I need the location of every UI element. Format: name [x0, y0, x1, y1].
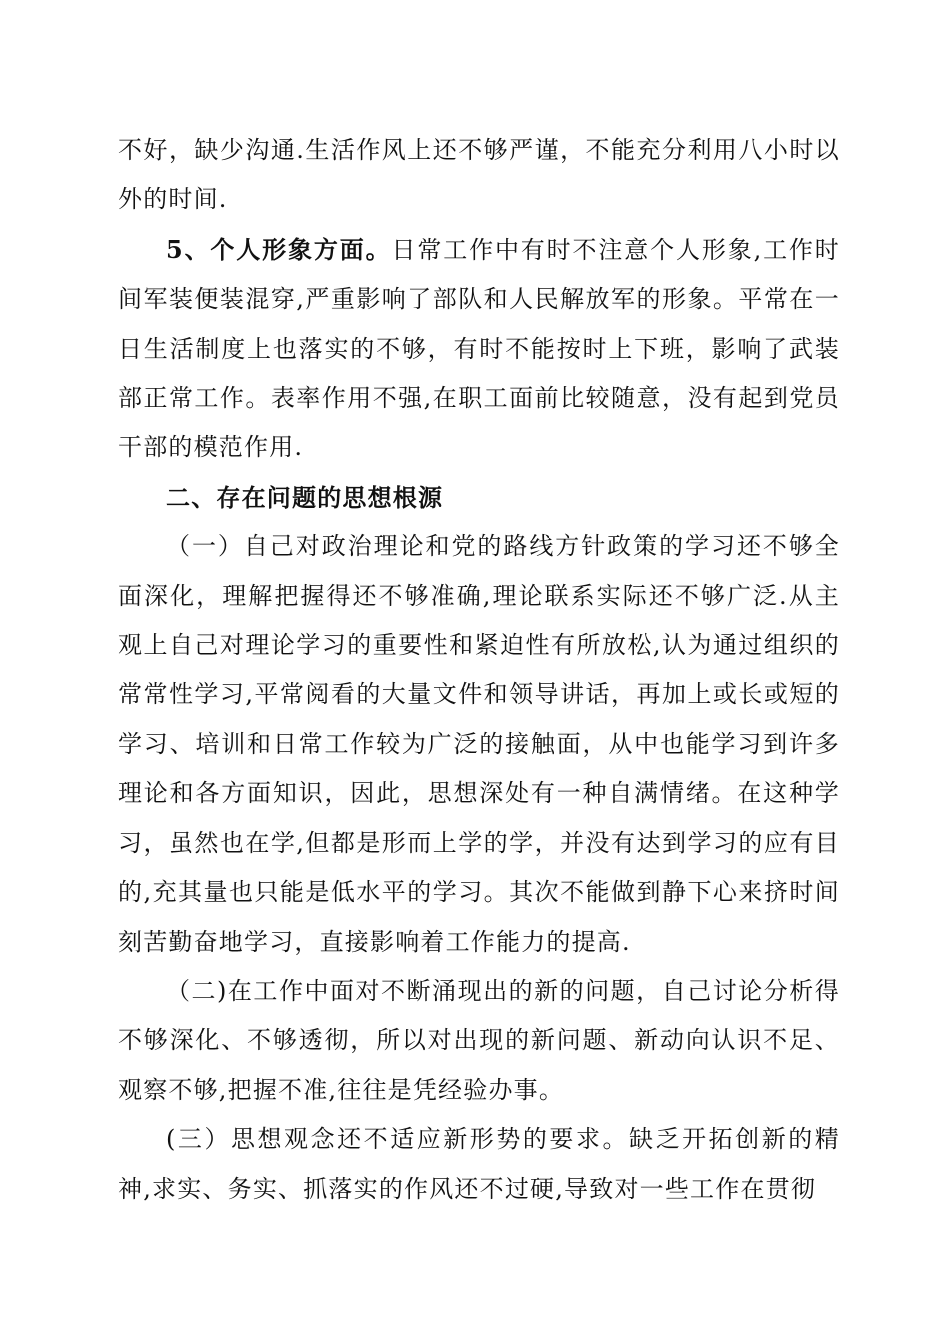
document-page: [118, 126, 840, 1214]
paragraph-item-2: （二)在工作中面对不断涌现出的新的问题，自己讨论分析得不够深化、不够透彻，所以对出现的新问题、新动向认识不足、观察不够,把握不准,往往是凭经验办事。: [118, 976, 840, 1104]
paragraph-continuation: 不好，缺少沟通.生活作风上还不够严谨，不能充分利用八小时以外的时间.: [118, 136, 840, 214]
paragraph-item-3: (三）思想观念还不适应新形势的要求。缺乏开拓创新的精神,求实、务实、抓落实的作风还不过硬,导致对一些工作在贯彻: [118, 1125, 840, 1203]
section-heading-2: 二、存在问题的思想根源: [166, 482, 444, 512]
paragraph-item-1: （一）自己对政治理论和党的路线方针政策的学习还不够全面深化，理解把握得还不够准确,理论联系实际还不够广泛.从主观上自己对理论学习的重要性和紧迫性有所放松,认为通过组织的常常性学习,平常阅看的大量文件和领导讲话，再加上或长或短的学习、培训和日常工作较为广泛的接触面，从中也能学习到许多理论和各方面知识，因此，思想深处有一种自满情绪。在这种学习，虽然也在学,但都是形而上学的学，并没有达到学习的应有目的,充其量也只能是低水平的学习。其次不能做到静下心来挤时间刻苦勤奋地学习，直接影响着工作能力的提高.: [118, 532, 840, 956]
section-5-lead: 5、个人形象方面。: [166, 234, 392, 264]
section-5-body: 日常工作中有时不注意个人形象,工作时间军装便装混穿,严重影响了部队和人民解放军的形象。平常在一日生活制度上也落实的不够，有时不能按时上下班，影响了武装部正常工作。表率作用不强,在职工面前比较随意，没有起到党员干部的模范作用.: [118, 235, 841, 462]
paragraph-section-5: [118, 225, 840, 473]
